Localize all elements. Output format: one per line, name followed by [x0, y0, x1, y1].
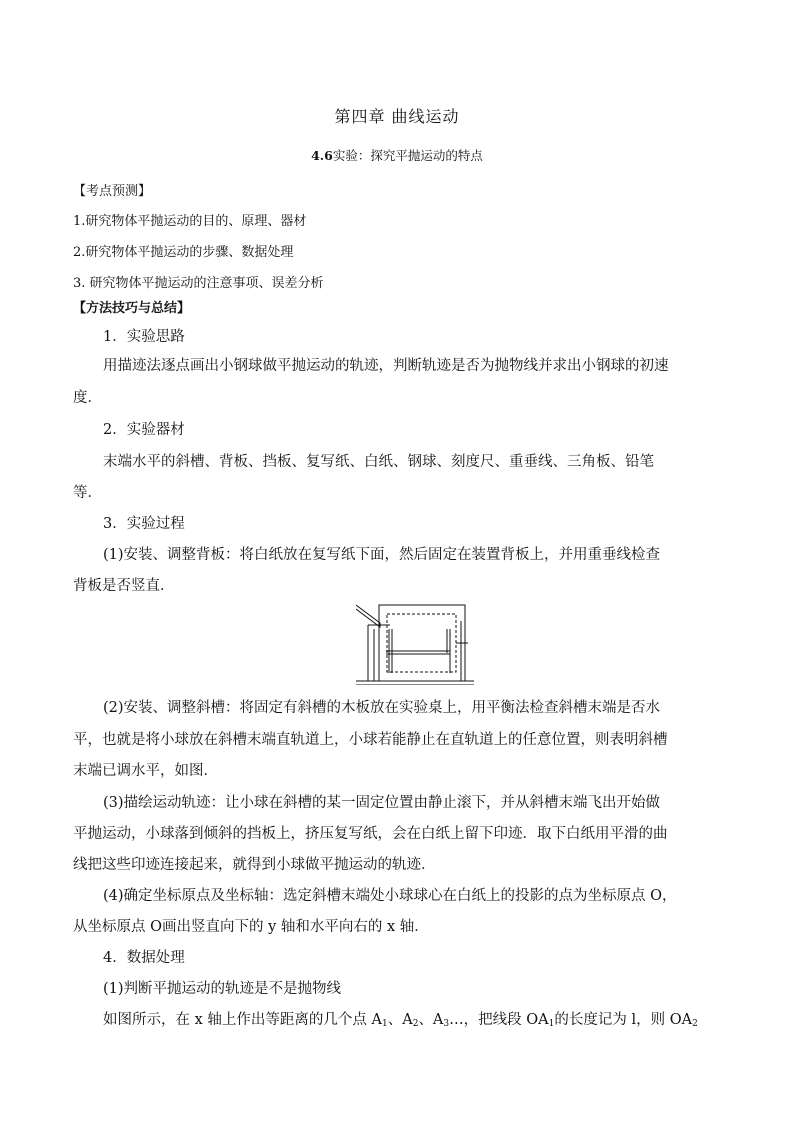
- p2-line-1: (2)安装、调整斜槽：将固定有斜槽的木板放在实验桌上，用平衡法检查斜槽末端是否水: [103, 700, 661, 716]
- p3-line-3: 线把这些印迹连接起来，就得到小球做平抛运动的轨迹．: [73, 857, 436, 873]
- data-line-2-part-b: 、A: [387, 1012, 413, 1028]
- p3-line-1: (3)描绘运动轨迹：让小球在斜槽的某一固定位置由静止滚下，并从斜槽末端飞出开始做: [103, 795, 661, 811]
- forecast-header: 【考点预测】: [73, 184, 152, 199]
- step-1-line-2: 度．: [73, 390, 102, 406]
- p2-line-3: 末端已调水平，如图．: [73, 763, 218, 779]
- step-1-line-1: 用描迹法逐点画出小钢球做平抛运动的轨迹，判断轨迹是否为抛物线并求出小钢球的初速: [103, 358, 669, 374]
- subscript-1: 1: [381, 1019, 388, 1029]
- subscript-3: 3: [443, 1019, 450, 1029]
- p1-line-2: 背板是否竖直．: [73, 578, 175, 594]
- chapter-title: 第四章 曲线运动: [334, 107, 460, 126]
- step-1-title: 1．实验思路: [103, 329, 185, 345]
- method-header: 【方法技巧与总结】: [73, 301, 191, 316]
- data-line-2-part-a: 如图所示，在 x 轴上作出等距离的几个点 A: [103, 1012, 382, 1028]
- step-2-line-1: 末端水平的斜槽、背板、挡板、复写纸、白纸、钢球、刻度尺、重垂线、三角板、铅笔: [103, 454, 654, 470]
- forecast-item-3: 3. 研究物体平抛运动的注意事项、误差分析: [73, 276, 324, 291]
- data-line-1: (1)判断平抛运动的轨迹是不是抛物线: [103, 981, 342, 997]
- section-title: [0, 146, 794, 164]
- section-number: 4.6: [311, 148, 333, 163]
- data-line-2-part-c: 、A: [418, 1012, 444, 1028]
- step-2-title: 2．实验器材: [103, 422, 185, 438]
- p3-line-2: 平抛运动，小球落到倾斜的挡板上，挤压复写纸，会在白纸上留下印迹．取下白纸用平滑的曲: [73, 826, 668, 842]
- forecast-item-1: 1.研究物体平抛运动的目的、原理、器材: [73, 214, 307, 229]
- p4-line-1: (4)确定坐标原点及坐标轴：选定斜槽末端处小球球心在白纸上的投影的点为坐标原点 O，: [103, 888, 677, 904]
- p2-line-2: 平，也就是将小球放在斜槽末端直轨道上，小球若能静止在直轨道上的任意位置，则表明斜槽: [73, 732, 668, 748]
- data-line-2: [103, 1008, 698, 1029]
- backboard-outline: [387, 614, 456, 672]
- apparatus-figure: [356, 603, 474, 685]
- chute-path: [356, 605, 380, 627]
- subscript-2b: 2: [692, 1019, 698, 1029]
- step-2-line-2: 等．: [73, 485, 102, 501]
- data-line-2-part-d: …，把线段 OA: [449, 1012, 549, 1028]
- step-4-title: 4．数据处理: [103, 950, 185, 966]
- p1-line-1: (1)安装、调整背板：将白纸放在复写纸下面，然后固定在装置背板上，并用重垂线检查: [103, 547, 661, 563]
- subscript-1b: 1: [548, 1019, 555, 1029]
- step-3-title: 3．实验过程: [103, 516, 185, 532]
- subscript-2: 2: [412, 1019, 419, 1029]
- p4-line-2: 从坐标原点 O画出竖直向下的 y 轴和水平向右的 x 轴．: [73, 919, 429, 935]
- section-title-text: 实验：探究平抛运动的特点: [332, 148, 483, 163]
- forecast-item-2: 2.研究物体平抛运动的步骤、数据处理: [73, 245, 294, 260]
- data-line-2-part-e: 的长度记为 l，则 OA: [554, 1012, 693, 1028]
